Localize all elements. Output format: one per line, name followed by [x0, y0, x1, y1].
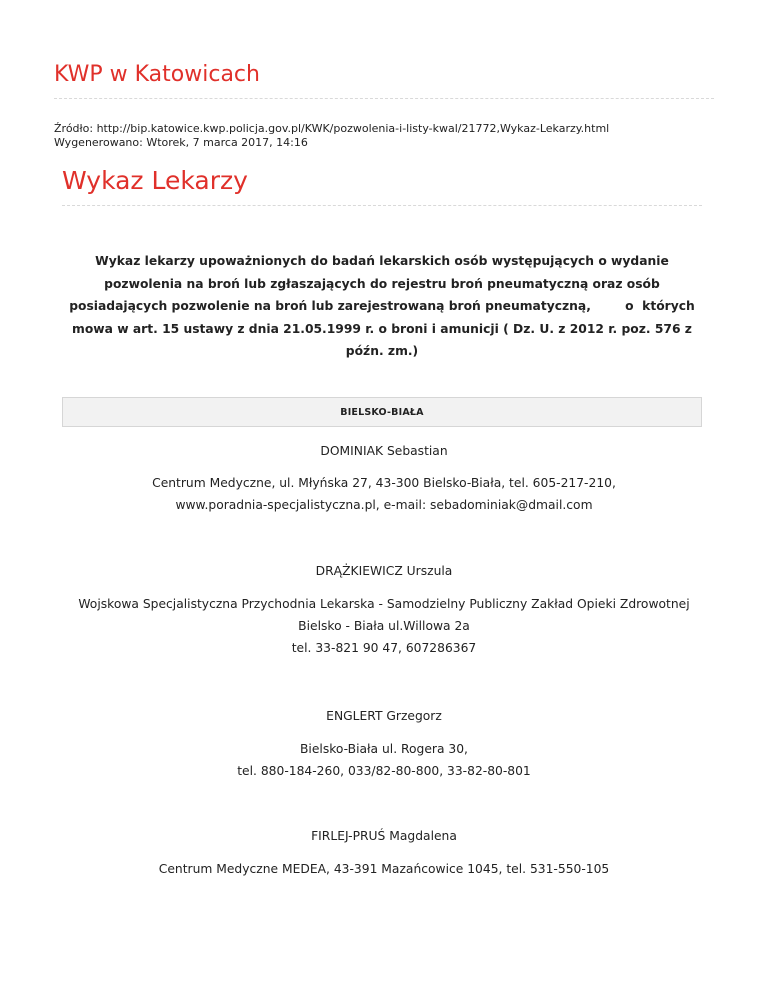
address-line: Bielsko - Biała ul.Willowa 2a — [298, 619, 470, 633]
intro-line: posiadających pozwolenie na broń lub zarejestrowaną broń pneumatyczną, o których — [69, 299, 695, 313]
address-line: Wojskowa Specjalistyczna Przychodnia Lekarska - Samodzielny Publiczny Zakład Opieki Zdrowotnej — [78, 597, 690, 611]
address-line: Centrum Medyczne MEDEA, 43-391 Mazańcowice 1045, tel. 531-550-105 — [158, 862, 610, 876]
doctor-name: ENGLERT Grzegorz — [326, 709, 442, 723]
source-line: Źródło: http://bip.katowice.kwp.policja.gov.pl/KWK/pozwolenia-i-listy-kwal/21772,Wykaz-Lekarzy.html — [54, 122, 610, 135]
doctor-name: FIRLEJ-PRUŚ Magdalena — [311, 829, 457, 843]
address-line: www.poradnia-specjalistyczna.pl, e-mail: sebadominiak@dmail.com — [175, 498, 593, 512]
intro-line: Wykaz lekarzy upoważnionych do badań lekarskich osób występujących o wydanie — [95, 254, 669, 268]
doctor-address — [30, 472, 738, 516]
header-divider — [54, 98, 714, 99]
address-line: Bielsko-Biała ul. Rogera 30, — [300, 742, 468, 756]
generated-line: Wygenerowano: Wtorek, 7 marca 2017, 14:16 — [54, 136, 308, 149]
intro-paragraph — [62, 250, 702, 363]
doctor-name: DRĄŻKIEWICZ Urszula — [315, 564, 453, 578]
doctor-address — [30, 858, 738, 880]
section-heading-label: BIELSKO-BIAŁA — [340, 406, 424, 418]
site-title: KWP w Katowicach — [54, 62, 260, 87]
page-title: Wykaz Lekarzy — [62, 166, 248, 195]
address-line: Centrum Medyczne, ul. Młyńska 27, 43-300 Bielsko-Biała, tel. 605-217-210, — [152, 476, 616, 490]
document-meta — [54, 122, 609, 150]
title-divider — [62, 205, 702, 206]
doctor-name: DOMINIAK Sebastian — [320, 444, 448, 458]
address-line: tel. 33-821 90 47, 607286367 — [291, 641, 477, 655]
intro-line: późn. zm.) — [345, 344, 419, 358]
doctor-address — [30, 593, 738, 659]
address-line: tel. 880-184-260, 033/82-80-800, 33-82-80-801 — [237, 764, 531, 778]
section-heading — [62, 397, 702, 427]
doctor-address — [30, 738, 738, 782]
intro-line: mowa w art. 15 ustawy z dnia 21.05.1999 r. o broni i amunicji ( Dz. U. z 2012 r. poz. 576 z — [72, 321, 692, 336]
intro-line: pozwolenia na broń lub zgłaszających do rejestru broń pneumatyczną oraz osób — [104, 276, 660, 291]
